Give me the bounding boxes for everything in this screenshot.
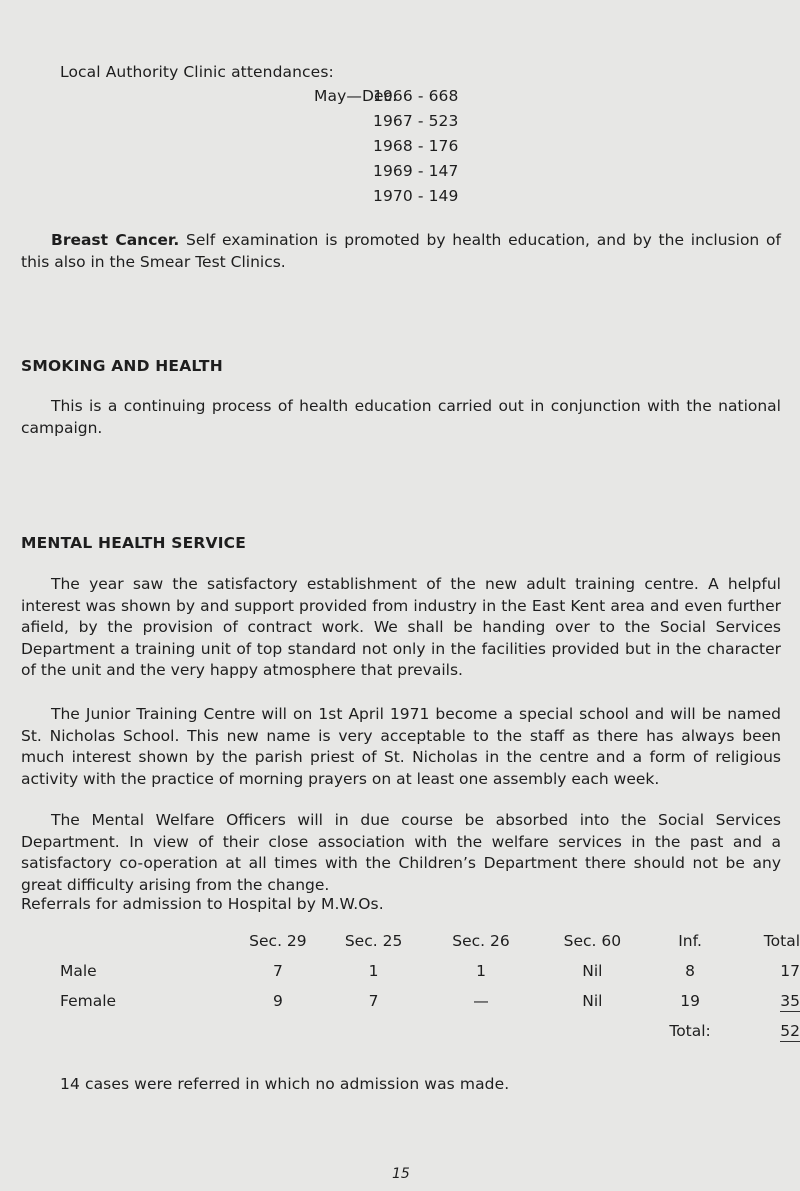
table-header: Total bbox=[763, 932, 800, 950]
paragraph-text: The year saw the satisfactory establishment of the new adult training centre. A helpful interest was shown by and support provided from industry in the East Kent area and even further afield, by the provision of contract work. We shall be handing over to the Social Services Department a training unit of top standard not only in the facilities provided but in the character of the unit and the very happy atmosphere that prevails. bbox=[21, 575, 781, 680]
referrals-note: 14 cases were referred in which no admission was made. bbox=[60, 1075, 510, 1093]
table-cell: — bbox=[473, 992, 489, 1010]
table-cell: 17 bbox=[780, 962, 800, 980]
table-cell: Nil bbox=[582, 962, 603, 980]
table-cell: 35 bbox=[780, 992, 800, 1010]
table-cell: Male bbox=[60, 962, 97, 980]
total-label: Total: bbox=[669, 1022, 711, 1040]
table-cell: Female bbox=[60, 992, 117, 1010]
table-header bbox=[60, 932, 234, 962]
total-value: 52 bbox=[780, 1022, 800, 1040]
table-header: Inf. bbox=[678, 932, 702, 950]
clinic-row: 1966 - 668 bbox=[373, 87, 459, 105]
clinic-row: 1970 - 149 bbox=[373, 187, 459, 205]
table-header: Sec. 25 bbox=[344, 932, 403, 950]
table-cell: 1 bbox=[368, 962, 379, 980]
referrals-title: Referrals for admission to Hospital by M.W.Os. bbox=[21, 895, 384, 913]
table-row bbox=[60, 992, 800, 1022]
clinic-row: 1967 - 523 bbox=[373, 112, 459, 130]
table-cell: 9 bbox=[272, 992, 283, 1010]
table-row bbox=[60, 962, 800, 992]
table-total-row bbox=[60, 1022, 800, 1052]
table-cell: 7 bbox=[368, 992, 379, 1010]
table-header: Sec. 26 bbox=[452, 932, 510, 950]
breast-cancer-text: Self examination is promoted by health education, and by the inclusion of this also in the Smear Test Clinics. bbox=[21, 231, 781, 271]
mental-health-paragraph-2 bbox=[21, 704, 781, 790]
paragraph-text: The Junior Training Centre will on 1st April 1971 become a special school and will be named St. Nicholas School. This new name is very acceptable to the staff as there has always been much interest shown by the parish priest of St. Nicholas in the centre and a form of religious activity with the practice of morning prayers on at least one assembly each week. bbox=[21, 705, 781, 788]
smoking-paragraph bbox=[21, 396, 781, 439]
page-number: 15 bbox=[392, 1166, 410, 1182]
smoking-heading: SMOKING AND HEALTH bbox=[21, 357, 223, 375]
table-header: Sec. 29 bbox=[249, 932, 307, 950]
smoking-text: This is a continuing process of health education carried out in conjunction with the national campaign. bbox=[21, 397, 781, 437]
clinic-row: 1969 - 147 bbox=[373, 162, 459, 180]
table-cell: Nil bbox=[582, 992, 603, 1010]
table-cell: 8 bbox=[685, 962, 695, 980]
table-cell: 7 bbox=[272, 962, 283, 980]
table-header-row bbox=[60, 932, 800, 962]
paragraph-text: The Mental Welfare Officers will in due course be absorbed into the Social Services Department. In view of their close association with the welfare services in the past and a satisfactory co-operation at all times with the Children’s Department there should not be any great difficulty arising from the change. bbox=[21, 811, 781, 894]
mental-health-paragraph-3 bbox=[21, 810, 781, 896]
referrals-table bbox=[60, 932, 800, 1052]
table-cell: 19 bbox=[680, 992, 700, 1010]
mental-health-paragraph-1 bbox=[21, 574, 781, 682]
table-header: Sec. 60 bbox=[563, 932, 622, 950]
mental-health-heading: MENTAL HEALTH SERVICE bbox=[21, 534, 247, 552]
clinic-title: Local Authority Clinic attendances: bbox=[60, 63, 334, 81]
clinic-period: May—Dec. bbox=[314, 87, 398, 105]
clinic-row: 1968 - 176 bbox=[373, 137, 459, 155]
breast-cancer-paragraph bbox=[21, 230, 781, 273]
table-cell: 1 bbox=[476, 962, 486, 980]
breast-cancer-heading: Breast Cancer. bbox=[51, 231, 180, 249]
